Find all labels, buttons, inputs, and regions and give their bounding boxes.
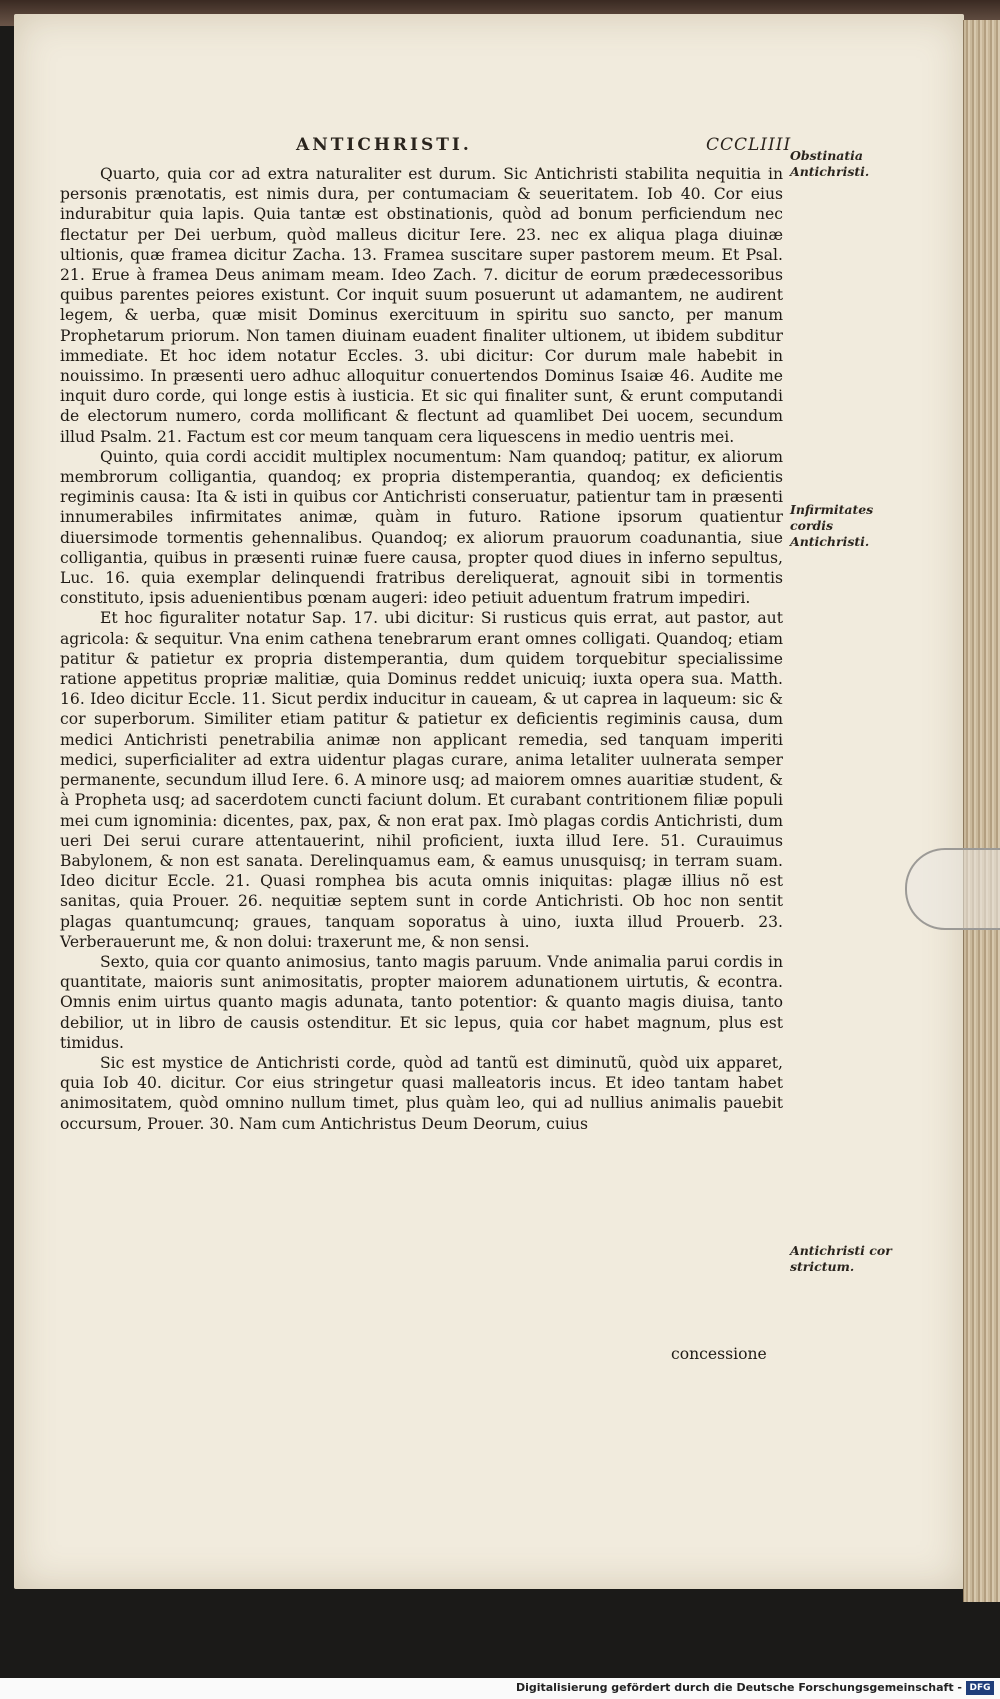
book-fore-edge [963,20,1000,1602]
paragraph-figuraliter: Et hoc figuraliter notatur Sap. 17. ubi dicitur: Si rusticus quis errat, aut pastor, aut agricola: & sequitur. Vna enim cathena tenebrarum erant omnes colligati. Quandoq; etiam patitur & patietur ex propria distemperantia, dum quidem torquebitur specialissime ratione appetitus propriæ malitiæ, quia Dominus reddet unicuiq; iuxta opera sua. Matth. 16. Ideo dicitur Eccle. 11. Sicut perdix inducitur in caueam, & ut caprea in laqueum: sic & cor superborum. Similiter etiam patitur & patietur ex deficientis regiminis causa, dum medici Antichristi penetrabilia animæ non applicant remedia, sed tanquam imperiti medici, superficialiter ad extra uidentur plagas curare, anima letaliter uulnerata semper permanente, secundum illud Iere. 6. A minore usq; ad maiorem omnes auaritiæ student, & à Propheta usq; ad sacerdotem cuncti faciunt dolum. Et curabant contritionem filiæ populi mei cum ignominia: dicentes, pax, pax, & non erat pax. Imò plagas cordis Antichristi, dum ueri Dei serui curare attentauerint, nihil proficient, iuxta illud Iere. 51. Curauimus Babylonem, & non est sanata. Derelinquamus eam, & eamus unusquisq; in terram suam. Ideo dicitur Eccle. 21. Quasi romphea bis acuta omnis iniquitas: plagæ illius nõ est sanitas, quia Prouer. 26. nequitiæ septem sunt in corde Antichristi. Ob hoc non sentit plagas quantumcunq; graues, tanquam soporatus à uino, iuxta illud Prouerb. 23. Verberauerunt me, & non dolui: traxerunt me, & non sensi. [60,609,783,951]
margin-note-obstinatia: Obstinatia Antichristi. [790,148,870,179]
margin-note-cor-strictum: Antichristi cor strictum. [790,1243,892,1274]
paragraph-mystice: Sic est mystice de Antichristi corde, quòd ad tantũ est diminutũ, quòd uix apparet, quia Iob 40. dicitur. Cor eius stringetur quasi malleatoris incus. Et ideo tantam habet animositatem, quòd omnino nullum timet, plus quàm leo, qui ad nullius animalis pauebit occursum, Prouer. 30. Nam cum Antichristus Deum Deorum, cuius [60,1053,783,1133]
catchword: concessione [671,1345,767,1363]
paragraph-sexto: Sexto, quia cor quanto animosius, tanto magis paruum. Vnde animalia parui cordis in quantitate, maioris sunt animositatis, propter maiorem adunationem uirtutis, & econtra. Omnis enim uirtus quanto magis adunata, tanto potentior: & quanto magis diuisa, tanto debilior, ut in libro de causis ostenditur. Et sic lepus, quia cor habet magnum, plus est timidus. [60,952,783,1052]
footer-credit: Digitalisierung gefördert durch die Deutsche Forschungsgemeinschaft - [515,1681,962,1694]
paragraph-quarto: Quarto, quia cor ad extra naturaliter est durum. Sic Antichristi stabilita nequitia in personis prænotatis, est nimis dura, per contumaciam & seueritatem. Iob 40. Cor eius indurabitur quia lapis. Quia tantæ est obstinationis, quòd ad bonum perficiendum nec flectatur per Dei uerbum, quòd malleus dicitur Iere. 23. nec ex aliqua plaga diuinæ ultionis, quæ framea dicitur Zacha. 13. Framea suscitare super pastorem meum. Et Psal. 21. Erue à framea Deus animam meam. Ideo Zach. 7. dicitur de eorum prædecessoribus quibus parentes peiores existunt. Cor inquit suum posuerunt ut adamantem, ne audirent legem, & uerba, quæ misit Dominus exercituum in spiritu suo sancto, per manum Prophetarum priorum. Non tamen diuinam euadent finaliter ultionem, ut ibidem subditur immediate. Et hoc idem notatur Eccles. 3. ubi dicitur: Cor durum male habebit in nouissimo. In præsenti uero adhuc alloquitur conuertendos Dominus Isaiæ 46. Audite me inquit duro corde, qui longe estis à iusticia. Et sic qui finaliter sunt, & erunt computandi de electorum numero, corda mollificant & flectunt ad quamlibet Dei uocem, secundum illud Psalm. 21. Factum est cor meum tanquam cera liquescens in medio uentris mei. [60,165,783,446]
page-clip [905,848,1000,930]
running-head: ANTICHRISTI. [296,135,472,155]
dfg-logo-icon: DFG [966,1681,994,1695]
folio-number: CCCLIIII [706,135,792,155]
footer-bar [0,1678,1000,1699]
book-page [14,14,964,1589]
main-text-block [60,164,783,1134]
paragraph-quinto: Quinto, quia cordi accidit multiplex nocumentum: Nam quandoq; patitur, ex aliorum membrorum colligantia, quandoq; ex propria distemperantia, quandoq; ex deficientis regiminis causa: Ita & isti in quibus cor Antichristi conseruatur, patientur tam in præsenti innumerabiles infirmitates animæ, quàm in futuro. Ratione ipsorum quatientur diuersimode tormentis gehennalibus. Quandoq; ex aliorum prauorum coadunantia, siue colligantia, quibus in præsenti ruinæ fuere causa, propter quod diues in inferno sepultus, Luc. 16. quia exemplar delinquendi fratribus dereliquerat, agnouit sibi in tormentis constituto, ipsis aduenientibus pœnam augeri: ideo petiuit aduentum fratrum impediri. [60,447,783,608]
margin-note-infirmitates: Infirmitates cordis Antichristi. [790,502,874,549]
